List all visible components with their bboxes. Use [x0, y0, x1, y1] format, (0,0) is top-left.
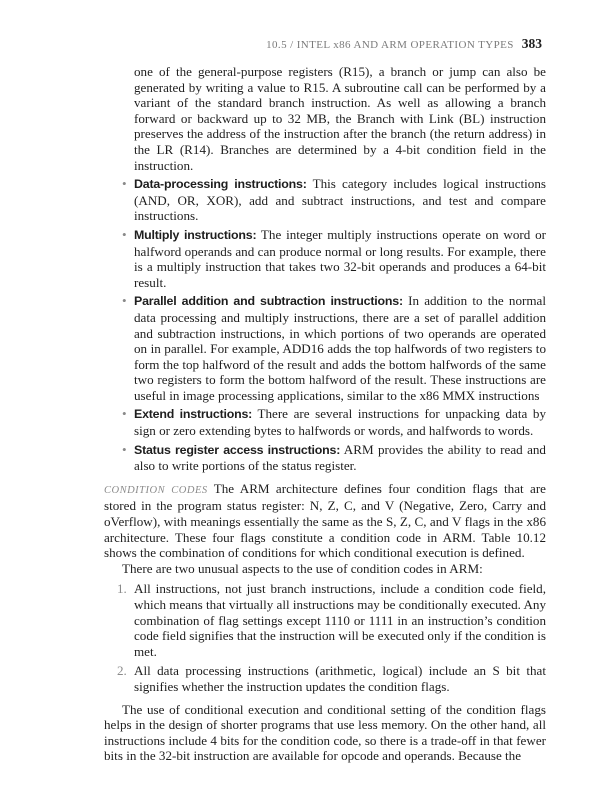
numbered-item-2	[104, 663, 546, 694]
section-label: CONDITION CODES	[104, 484, 208, 496]
list-item-extend	[104, 406, 546, 438]
item-number: 1.	[117, 581, 127, 597]
item-lead: Data-processing instructions:	[134, 177, 307, 192]
item-lead: Parallel addition and subtraction instructions:	[134, 294, 403, 309]
bullet-marker: •	[122, 176, 127, 192]
item-text: There are several instructions for unpacking data by sign or zero extending bytes to halfwords or words, and halfwords to words.	[134, 406, 546, 439]
item-number: 2.	[117, 663, 127, 679]
bullet-marker: •	[122, 441, 127, 457]
numbered-item-1	[104, 581, 546, 659]
item-text: ARM provides the ability to read and also to write portions of the status register.	[134, 441, 546, 474]
unusual-aspects-list	[104, 581, 546, 694]
condition-codes-paragraph	[104, 481, 546, 561]
body-text	[104, 64, 546, 764]
bullet-marker: •	[122, 226, 127, 242]
item-lead: Extend instructions:	[134, 407, 253, 422]
item-text: This category includes logical instructions (AND, OR, XOR), add and subtract instructions, and test and compare instructions.	[134, 176, 547, 224]
running-header	[266, 36, 542, 52]
list-item-multiply	[104, 227, 546, 290]
two-aspects-intro: There are two unusual aspects to the use of condition codes in ARM:	[122, 560, 483, 576]
continuation-paragraph: one of the general-purpose registers (R15), a branch or jump can also be generated by writing a value to R15. A subroutine call can be performed by a variant of the standard branch instruction. As well as allowing a branch forward or backward up to 32 MB, the Branch with Link (BL) instruction preserves the address of the instruction after the branch (the return address) in the LR (R14). Branches are determined by a 4-bit condition field in the instruction.	[134, 64, 546, 173]
running-title: 10.5 / INTEL x86 AND ARM OPERATION TYPES	[266, 39, 514, 51]
list-item-data-processing	[104, 176, 546, 224]
item-text: All data processing instructions (arithmetic, logical) include an S bit that signifies whether the instruction updates the condition flags.	[134, 663, 546, 694]
item-lead: Status register access instructions:	[134, 442, 341, 457]
page-number: 383	[521, 36, 542, 51]
closing-paragraph: The use of conditional execution and conditional setting of the condition flags helps in the design of shorter programs that use less memory. On the other hand, all instructions include 4 bits for the condition code, so there is a trade-off in that fewer bits in the 32-bit instruction are available for opcode and operands. Because the	[104, 701, 546, 764]
item-text: The integer multiply instructions operate on word or halfword operands and can produce normal or long results. For example, there is a multiply instruction that takes two 32-bit operands and produces a 64-bit result.	[134, 226, 546, 290]
item-lead: Multiply instructions:	[134, 227, 257, 242]
list-item-status-register	[104, 442, 546, 474]
instruction-category-list	[104, 176, 546, 474]
bullet-marker: •	[122, 406, 127, 422]
bullet-marker: •	[122, 293, 127, 309]
condition-codes-text: The ARM architecture defines four condition flags that are stored in the program status register: N, Z, C, and V (Negative, Zero, Carry and oVerflow), with meanings essentially the same as the S, Z, C, and V flags in the x86 architecture. These four flags constitute a condition code in ARM. Table 10.12 shows the combination of conditions for which conditional execution is defined.	[104, 480, 546, 561]
list-item-parallel-add-sub	[104, 293, 546, 403]
item-text: In addition to the normal data processing and multiply instructions, there are a set of parallel addition and subtraction instructions, in which portions of two operands are operated on in parallel. For example, ADD16 adds the top halfwords of two registers to form the top halfword of the result and adds the bottom halfwords of the same two registers to form the bottom halfword of the result. These instructions are useful in image processing applications, similar to the x86 MMX instructions	[134, 293, 546, 403]
item-text: All instructions, not just branch instructions, include a condition code field, which means that virtually all instructions may be conditionally executed. Any combination of flag settings except 1110 or 1111 in an instruction’s condition code field signifies that the instruction will be executed only if the condition is met.	[134, 581, 546, 659]
